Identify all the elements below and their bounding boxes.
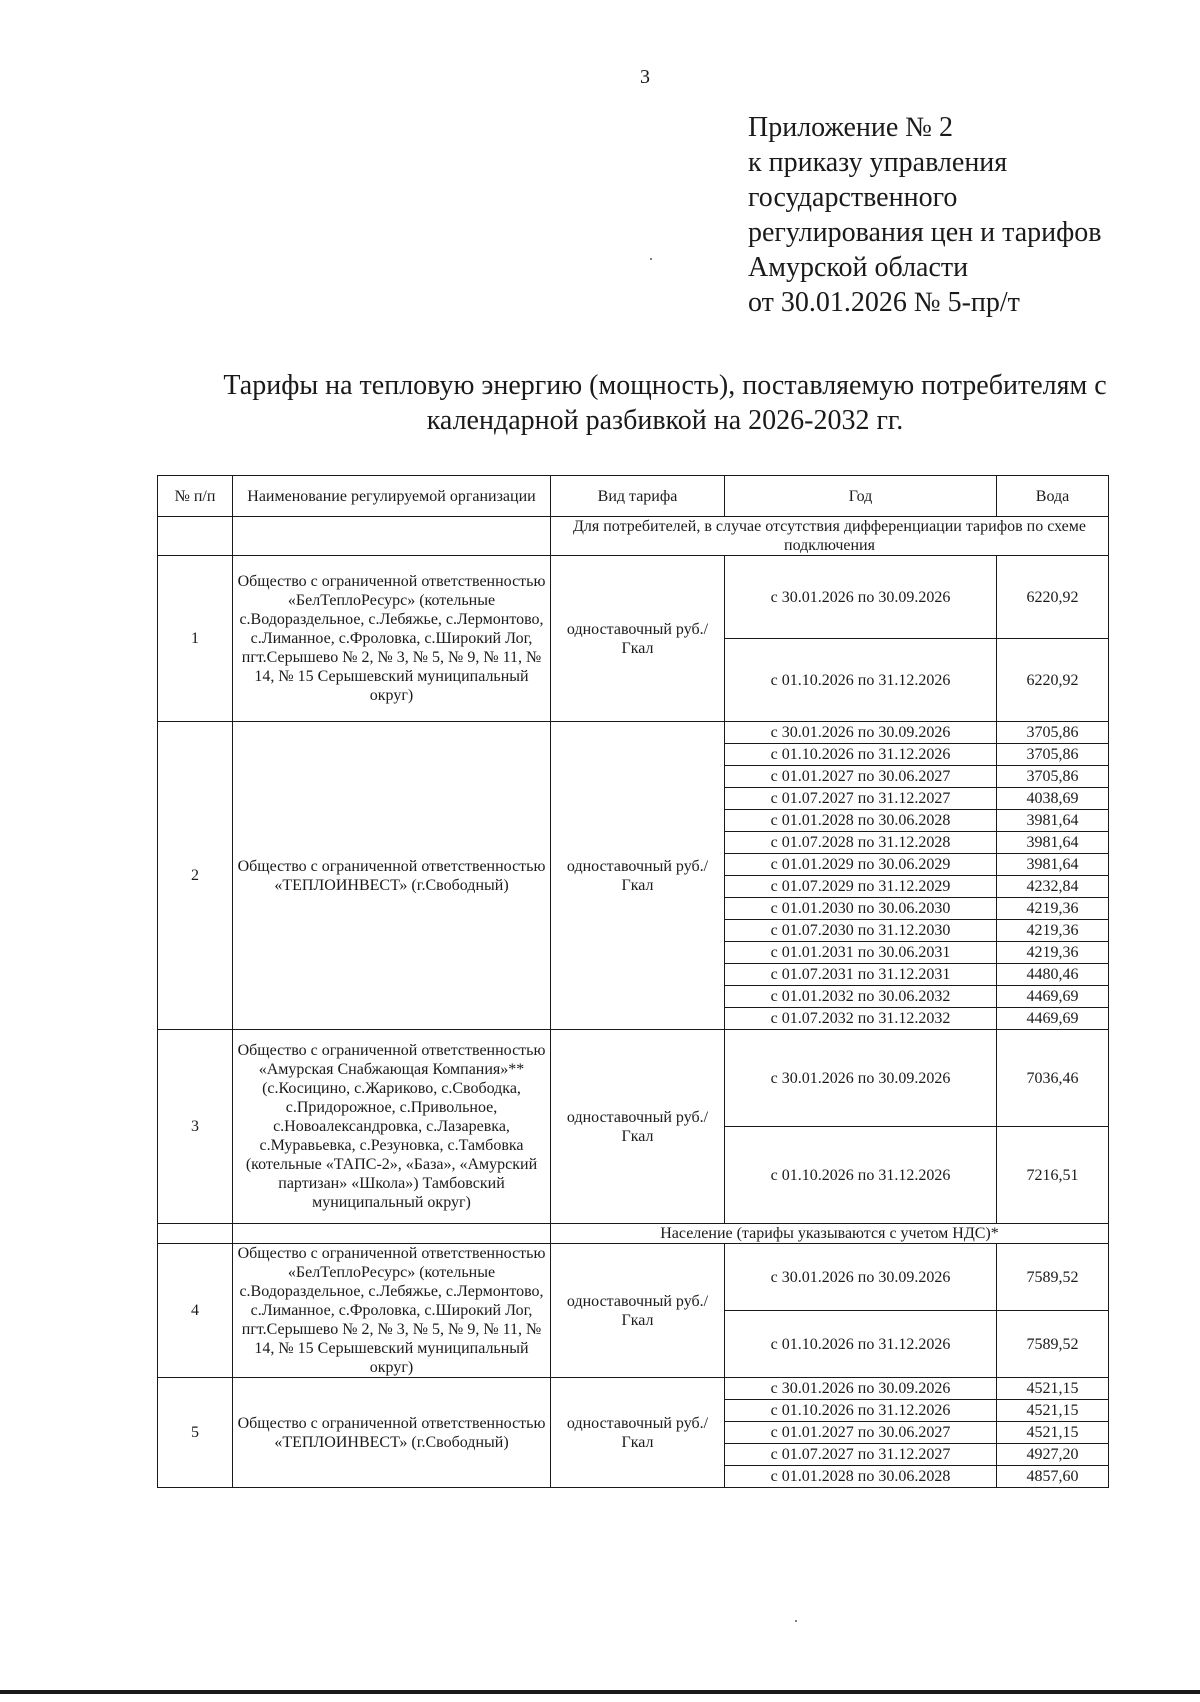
table-header-row (158, 476, 1109, 517)
water-value: 4469,69 (997, 1008, 1109, 1030)
table-row (158, 556, 1109, 639)
appendix-line: Амурской области (748, 252, 969, 283)
period-cell: с 30.01.2026 по 30.09.2026 (725, 1244, 997, 1311)
document-title (200, 368, 1130, 438)
water-value: 3705,86 (997, 744, 1109, 766)
period-cell: с 01.01.2031 по 30.06.2031 (725, 942, 997, 964)
period-cell: с 01.10.2026 по 31.12.2026 (725, 639, 997, 722)
header-org: Наименование регулируемой организации (233, 476, 551, 517)
water-value: 4219,36 (997, 920, 1109, 942)
period-cell: с 01.01.2027 по 30.06.2027 (725, 766, 997, 788)
water-value: 4219,36 (997, 898, 1109, 920)
tariff-type: одноставочный руб./Гкал (551, 1378, 725, 1488)
section-empty-cell (158, 517, 233, 556)
water-value: 6220,92 (997, 639, 1109, 722)
period-cell: с 01.10.2026 по 31.12.2026 (725, 1127, 997, 1224)
page-number: 3 (640, 66, 650, 88)
scan-speck (795, 1620, 797, 1622)
water-value: 3705,86 (997, 722, 1109, 744)
water-value: 3705,86 (997, 766, 1109, 788)
org-name: Общество с ограниченной ответственностью «БелТеплоРесурс» (котельные с.Водораздельное, с.Лебяжье, с.Лермонтово, с.Лиманное, с.Фроловка, с.Широкий Лог, пгт.Серышево № 2, № 3, № 5, № 9, № 11, № 14, № 15 Серышевский муниципальный округ) (233, 556, 551, 722)
table-row (158, 1030, 1109, 1127)
row-num: 5 (158, 1378, 233, 1488)
period-cell: с 30.01.2026 по 30.09.2026 (725, 1378, 997, 1400)
org-name: Общество с ограниченной ответственностью «ТЕПЛОИНВЕСТ» (г.Свободный) (233, 722, 551, 1030)
water-value: 4927,20 (997, 1444, 1109, 1466)
water-value: 7216,51 (997, 1127, 1109, 1224)
table-row (158, 1244, 1109, 1311)
row-num: 3 (158, 1030, 233, 1224)
period-cell: с 01.01.2032 по 30.06.2032 (725, 986, 997, 1008)
period-cell: с 01.07.2027 по 31.12.2027 (725, 1444, 997, 1466)
period-cell: с 01.10.2026 по 31.12.2026 (725, 1311, 997, 1378)
header-num: № п/п (158, 476, 233, 517)
tariff-type: одноставочный руб./Гкал (551, 1030, 725, 1224)
row-num: 2 (158, 722, 233, 1030)
section-title: Для потребителей, в случае отсутствия дифференциации тарифов по схеме подключения (551, 517, 1109, 556)
period-cell: с 01.01.2028 по 30.06.2028 (725, 810, 997, 832)
water-value: 7589,52 (997, 1244, 1109, 1311)
section-title: Население (тарифы указываются с учетом НДС)* (551, 1224, 1109, 1244)
row-num: 4 (158, 1244, 233, 1378)
scan-edge (0, 1690, 1200, 1694)
appendix-line: регулирования цен и тарифов (748, 217, 1102, 248)
water-value: 7036,46 (997, 1030, 1109, 1127)
water-value: 4038,69 (997, 788, 1109, 810)
header-water: Вода (997, 476, 1109, 517)
water-value: 3981,64 (997, 832, 1109, 854)
org-name: Общество с ограниченной ответственностью «ТЕПЛОИНВЕСТ» (г.Свободный) (233, 1378, 551, 1488)
period-cell: с 01.07.2028 по 31.12.2028 (725, 832, 997, 854)
tariff-type: одноставочный руб./Гкал (551, 556, 725, 722)
water-value: 3981,64 (997, 810, 1109, 832)
period-cell: с 01.01.2028 по 30.06.2028 (725, 1466, 997, 1488)
water-value: 3981,64 (997, 854, 1109, 876)
org-name: Общество с ограниченной ответственностью «Амурская Снабжающая Компания»** (с.Косицино, с.Жариково, с.Свободка, с.Придорожное, с.Привольное, с.Новоалександровка, с.Лазаревка, с.Муравьевка, с.Резуновка, с.Тамбовка (котельные «ТАПС-2», «База», «Амурский партизан» «Школа») Тамбовский муниципальный округ) (233, 1030, 551, 1224)
water-value: 4232,84 (997, 876, 1109, 898)
scan-speck (650, 258, 652, 260)
appendix-line: государственного (748, 182, 958, 213)
table-row (158, 722, 1109, 744)
period-cell: с 01.07.2029 по 31.12.2029 (725, 876, 997, 898)
water-value: 4219,36 (997, 942, 1109, 964)
water-value: 4857,60 (997, 1466, 1109, 1488)
period-cell: с 30.01.2026 по 30.09.2026 (725, 722, 997, 744)
header-year: Год (725, 476, 997, 517)
water-value: 4521,15 (997, 1422, 1109, 1444)
water-value: 4480,46 (997, 964, 1109, 986)
tariff-table (157, 475, 1109, 1488)
org-name: Общество с ограниченной ответственностью «БелТеплоРесурс» (котельные с.Водораздельное, с.Лебяжье, с.Лермонтово, с.Лиманное, с.Фроловка, с.Широкий Лог, пгт.Серышево № 2, № 3, № 5, № 9, № 11, № 14, № 15 Серышевский муниципальный округ) (233, 1244, 551, 1378)
section-row (158, 517, 1109, 556)
table-row (158, 1378, 1109, 1400)
period-cell: с 01.10.2026 по 31.12.2026 (725, 744, 997, 766)
water-value: 4469,69 (997, 986, 1109, 1008)
water-value: 6220,92 (997, 556, 1109, 639)
period-cell: с 01.01.2030 по 30.06.2030 (725, 898, 997, 920)
title-line: Тарифы на тепловую энергию (мощность), поставляемую потребителям с (223, 370, 1107, 401)
period-cell: с 01.10.2026 по 31.12.2026 (725, 1400, 997, 1422)
appendix-line: Приложение № 2 (748, 112, 953, 143)
section-empty-cell (233, 517, 551, 556)
period-cell: с 01.01.2029 по 30.06.2029 (725, 854, 997, 876)
appendix-block (748, 110, 1102, 320)
table-body (158, 517, 1109, 1488)
title-line: календарной разбивкой на 2026-2032 гг. (426, 405, 904, 436)
header-type: Вид тарифа (551, 476, 725, 517)
tariff-type: одноставочный руб./Гкал (551, 1244, 725, 1378)
period-cell: с 01.07.2030 по 31.12.2030 (725, 920, 997, 942)
tariff-type: одноставочный руб./Гкал (551, 722, 725, 1030)
appendix-line: к приказу управления (748, 147, 1008, 178)
section-row (158, 1224, 1109, 1244)
period-cell: с 01.01.2027 по 30.06.2027 (725, 1422, 997, 1444)
water-value: 4521,15 (997, 1378, 1109, 1400)
period-cell: с 01.07.2031 по 31.12.2031 (725, 964, 997, 986)
appendix-line: от 30.01.2026 № 5-пр/т (748, 287, 1020, 318)
section-empty-cell (158, 1224, 233, 1244)
period-cell: с 30.01.2026 по 30.09.2026 (725, 556, 997, 639)
section-empty-cell (233, 1224, 551, 1244)
period-cell: с 01.07.2032 по 31.12.2032 (725, 1008, 997, 1030)
water-value: 4521,15 (997, 1400, 1109, 1422)
period-cell: с 30.01.2026 по 30.09.2026 (725, 1030, 997, 1127)
row-num: 1 (158, 556, 233, 722)
water-value: 7589,52 (997, 1311, 1109, 1378)
period-cell: с 01.07.2027 по 31.12.2027 (725, 788, 997, 810)
